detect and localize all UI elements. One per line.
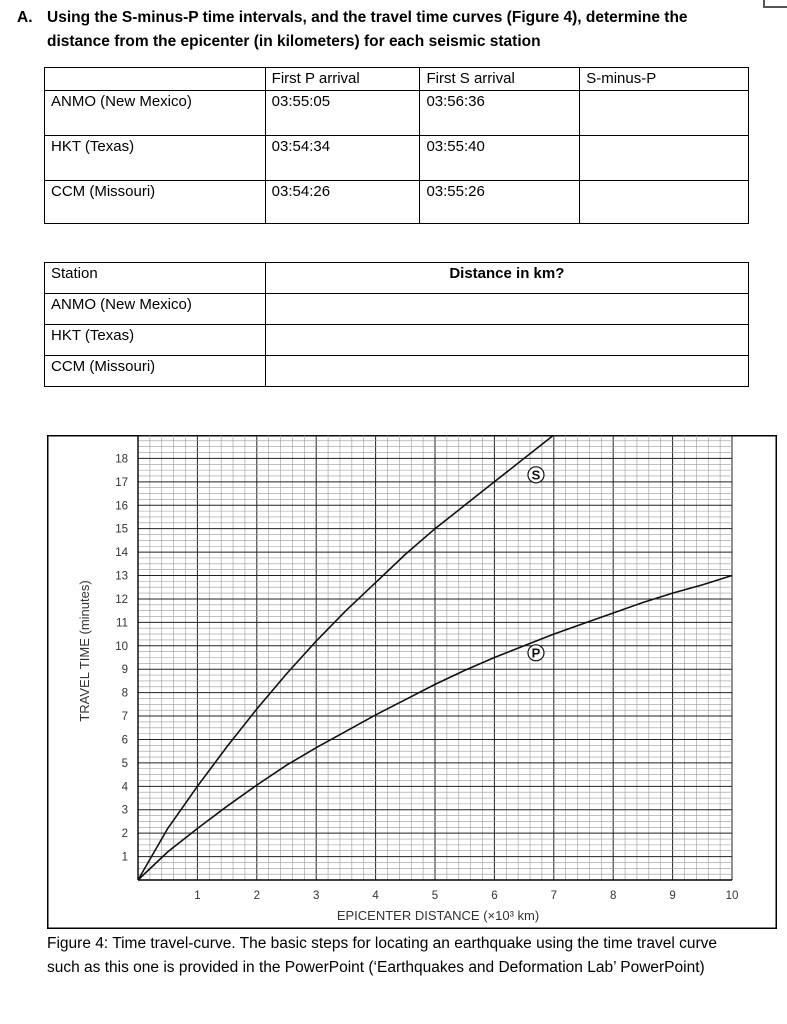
table-row: [45, 325, 749, 356]
x-tick-label: 10: [725, 890, 739, 902]
y-tick-label: 9: [121, 664, 128, 677]
x-tick-label: 4: [372, 890, 379, 902]
y-tick-label: 1: [121, 851, 128, 864]
station-cell: ANMO (New Mexico): [45, 294, 266, 325]
s-minus-p-cell[interactable]: [580, 181, 749, 224]
header-cell: First P arrival: [265, 68, 420, 91]
header-cell: Station: [45, 263, 266, 294]
table-header-row: [45, 263, 749, 294]
station-cell: CCM (Missouri): [45, 356, 266, 387]
x-tick-label: 2: [253, 890, 261, 902]
table-row: [45, 136, 749, 181]
y-tick-label: 18: [115, 453, 128, 466]
question-text: Using the S-minus-P time intervals, and the travel time curves (Figure 4), determine the distance from the epicenter (in kilometers) for each seismic station: [47, 9, 688, 50]
question-number: A.: [17, 9, 33, 26]
p-arrival-cell: 03:55:05: [265, 91, 420, 136]
station-cell: CCM (Missouri): [45, 181, 266, 224]
x-axis-label: EPICENTER DISTANCE (×10³ km): [336, 908, 540, 923]
page-corner: [763, 0, 787, 8]
y-tick-label: 13: [115, 570, 128, 583]
travel-time-chart: [47, 435, 777, 929]
station-cell: ANMO (New Mexico): [45, 91, 266, 136]
P-curve-label: P: [531, 645, 541, 661]
x-tick-label: 5: [431, 890, 439, 902]
s-arrival-cell: 03:55:40: [420, 136, 580, 181]
y-tick-label: 2: [121, 828, 128, 841]
y-tick-label: 6: [121, 734, 128, 747]
s-minus-p-cell[interactable]: [580, 91, 749, 136]
x-tick-label: 9: [669, 890, 676, 902]
distance-cell[interactable]: [265, 356, 748, 387]
distance-cell[interactable]: [265, 294, 748, 325]
table-row: [45, 91, 749, 136]
header-cell: Distance in km?: [265, 263, 748, 294]
x-tick-label: 3: [312, 890, 320, 902]
y-tick-label: 10: [115, 640, 128, 653]
figure-caption: Figure 4: Time travel-curve. The basic steps for locating an earthquake using the time travel curve such as this one is provided in the PowerPoint (‘Earthquakes and Deformation Lab’ PowerPoint): [47, 935, 717, 976]
table-row: [45, 181, 749, 224]
table-header-row: [45, 68, 749, 91]
y-tick-label: 3: [121, 804, 128, 817]
y-tick-label: 17: [115, 476, 128, 489]
station-cell: HKT (Texas): [45, 136, 266, 181]
header-cell: [45, 68, 266, 91]
y-axis-label: TRAVEL TIME (minutes): [77, 580, 92, 722]
p-arrival-cell: 03:54:26: [265, 181, 420, 224]
y-tick-label: 12: [115, 593, 128, 606]
header-cell: First S arrival: [420, 68, 580, 91]
y-tick-label: 8: [121, 687, 128, 700]
distance-table: [44, 262, 749, 387]
y-tick-label: 5: [121, 757, 128, 770]
figure-border: [48, 436, 777, 929]
s-arrival-cell: 03:56:36: [420, 91, 580, 136]
x-tick-label: 1: [194, 890, 201, 902]
p-arrival-cell: 03:54:34: [265, 136, 420, 181]
y-tick-label: 15: [115, 523, 128, 536]
x-tick-label: 6: [491, 890, 498, 902]
S-curve-label: S: [531, 467, 541, 483]
distance-cell[interactable]: [265, 325, 748, 356]
arrivals-table: [44, 67, 749, 224]
header-cell: S-minus-P: [580, 68, 749, 91]
table-row: [45, 294, 749, 325]
x-tick-label: 7: [550, 890, 558, 902]
x-tick-label: 8: [609, 890, 617, 902]
y-tick-label: 14: [115, 547, 128, 560]
y-tick-label: 7: [121, 711, 128, 724]
y-tick-label: 4: [121, 781, 128, 794]
station-cell: HKT (Texas): [45, 325, 266, 356]
y-tick-label: 16: [115, 500, 128, 513]
s-arrival-cell: 03:55:26: [420, 181, 580, 224]
s-minus-p-cell[interactable]: [580, 136, 749, 181]
y-tick-label: 11: [116, 617, 128, 630]
table-row: [45, 356, 749, 387]
